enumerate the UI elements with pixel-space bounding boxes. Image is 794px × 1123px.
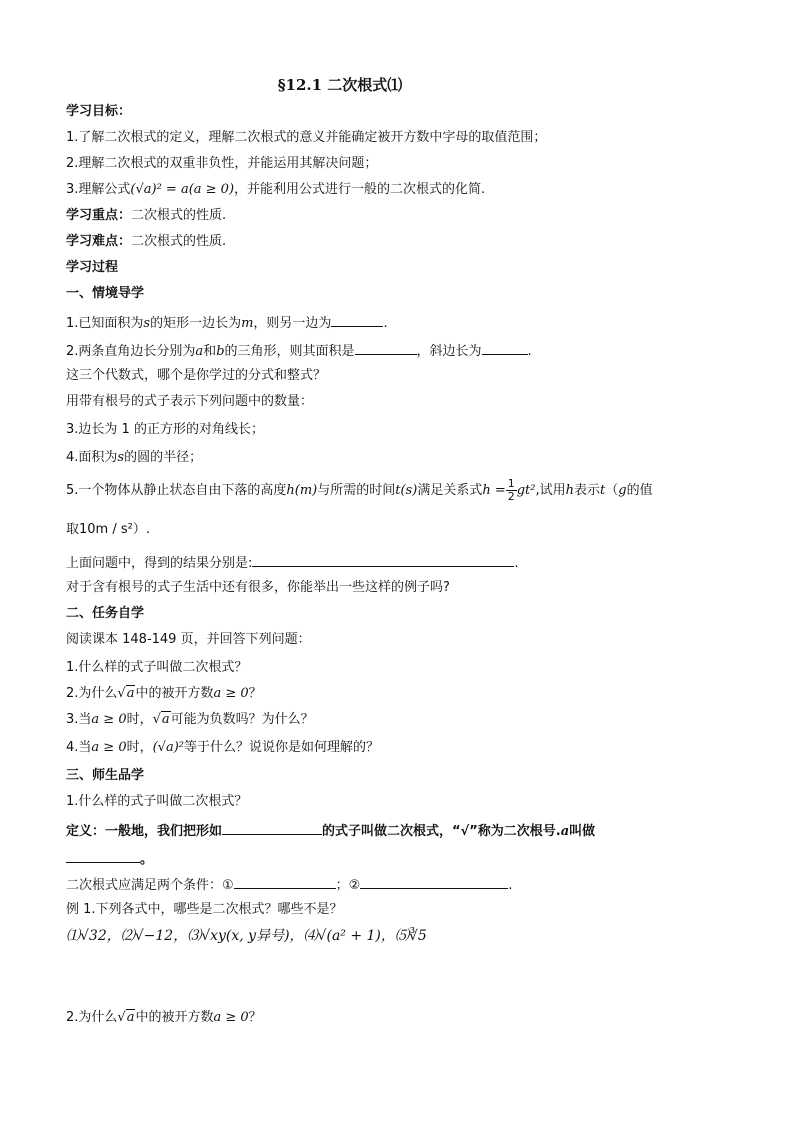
- section-2-heading: 二、任务自学: [66, 606, 145, 621]
- sqrt-expr: [126, 684, 136, 704]
- expression: (√a)²: [152, 740, 184, 755]
- formula-left: h =: [482, 483, 506, 498]
- text: 满足关系式: [417, 483, 483, 498]
- text: .: [383, 316, 388, 331]
- text: 4.面积为: [66, 450, 118, 465]
- var-a: a: [560, 824, 570, 839]
- text: 时，: [126, 712, 153, 727]
- s2-question-3: 3.当a ≥ 0时，√a可能为负数吗？为什么？: [66, 710, 314, 730]
- text: 定义：一般地，我们把形如: [66, 824, 223, 839]
- text: .: [508, 878, 513, 893]
- var-s: s: [117, 450, 125, 465]
- goal-1: 1.了解二次根式的定义，理解二次根式的意义并能确定被开方数中字母的取值范围；: [66, 130, 547, 145]
- text: .: [514, 556, 519, 571]
- s1-question-4: [66, 448, 202, 468]
- text: ？: [248, 1010, 262, 1025]
- var-s: s: [143, 316, 151, 331]
- section-3-heading: 三、师生品学: [66, 768, 145, 783]
- s1-line-3: 这三个代数式，哪个是你学过的分式和整式？: [66, 368, 327, 383]
- numerator: 1: [507, 477, 515, 490]
- radicand: a: [126, 686, 135, 701]
- text: 5.一个物体从静止状态自由下落的高度: [66, 483, 287, 498]
- text: 的三角形，则其面积是: [224, 344, 355, 359]
- var-m: m: [241, 316, 254, 331]
- formula-right: gt²: [516, 483, 536, 498]
- answer-blank[interactable]: [482, 340, 528, 355]
- conditions: [66, 874, 512, 896]
- text: 的圆的半径；: [124, 450, 203, 465]
- diff-text: 二次根式的性质.: [131, 234, 227, 249]
- page-title: §12.1 二次根式⑴: [277, 76, 403, 94]
- text: 上面问题中，得到的结果分别是:: [66, 556, 253, 571]
- section-1-heading: 一、情境导学: [66, 286, 145, 301]
- goal-3-text: 3.理解公式: [66, 182, 131, 197]
- text: 等于什么？说说你是如何理解的？: [184, 740, 380, 755]
- answer-blank[interactable]: [66, 848, 140, 863]
- s1-line-4: 用带有根号的式子表示下列问题中的数量：: [66, 394, 314, 409]
- difficulty: [66, 232, 226, 252]
- radicand: a: [161, 712, 170, 727]
- text: 1.已知面积为: [66, 316, 144, 331]
- diff-label: 学习难点：: [66, 234, 132, 249]
- var-a: a: [195, 344, 204, 359]
- condition: a ≥ 0: [91, 712, 127, 727]
- s1-question-2: [66, 340, 532, 362]
- text: ，斜边长为: [416, 344, 482, 359]
- s1-question-1: [66, 312, 388, 334]
- key-text: 二次根式的性质.: [131, 208, 227, 223]
- s3-question-2: 2.为什么√a中的被开方数a ≥ 0？: [66, 1008, 262, 1028]
- sqrt-expr: [161, 710, 171, 730]
- s1-life: 对于含有根号的式子生活中还有很多，你能举出一些这样的例子吗?: [66, 580, 450, 595]
- text: ,试用: [535, 483, 566, 498]
- sqrt-expr: [126, 1008, 136, 1028]
- answer-blank[interactable]: [234, 874, 336, 889]
- example-1: 例 1.下列各式中，哪些是二次根式？哪些不是？: [66, 902, 343, 917]
- text: 与所需的时间: [317, 483, 396, 498]
- s2-question-2: 2.为什么√a中的被开方数a ≥ 0？: [66, 684, 262, 704]
- var-h: h(m): [286, 483, 318, 498]
- var-h: h: [565, 483, 575, 498]
- text: 和: [203, 344, 217, 359]
- fraction: [506, 478, 517, 503]
- text: ，则另一边为: [253, 316, 332, 331]
- text: 表示: [574, 483, 601, 498]
- radicand: a: [126, 1010, 135, 1025]
- var-g: g: [618, 483, 627, 498]
- goal-3-text-end: ，并能利用公式进行一般的二次根式的化简.: [234, 182, 486, 197]
- key-point: [66, 206, 226, 226]
- text: 中的被开方数: [135, 686, 214, 701]
- s1-question-5-cont: 取10m / s²）.: [66, 522, 150, 537]
- goal-3: [66, 180, 485, 200]
- definition: [66, 820, 595, 842]
- example-1-items: ⑴√32，⑵√−12，⑶√xy(x, y异号)，⑷√(a² + 1)，⑸∛5: [66, 928, 427, 944]
- text: 2.为什么: [66, 686, 118, 701]
- answer-blank[interactable]: [355, 340, 417, 355]
- answer-blank[interactable]: [331, 312, 383, 327]
- text: 叫做: [569, 824, 596, 839]
- answer-blank[interactable]: [252, 552, 514, 567]
- text: 的式子叫做二次根式，“√”称为二次根号.: [322, 824, 561, 839]
- text: ？: [248, 686, 262, 701]
- goal-2: 2.理解二次根式的双重非负性，并能运用其解决问题；: [66, 156, 378, 171]
- denominator: 2: [507, 490, 515, 503]
- text: 中的被开方数: [135, 1010, 214, 1025]
- s2-question-4: [66, 738, 379, 758]
- key-label: 学习重点：: [66, 208, 132, 223]
- answer-blank[interactable]: [360, 874, 508, 889]
- goal-3-formula: (√a)² = a(a ≥ 0): [130, 182, 235, 197]
- text: 2.两条直角边长分别为: [66, 344, 196, 359]
- s2-read: 阅读课本 148-149 页，并回答下列问题：: [66, 632, 311, 647]
- text: （: [605, 483, 619, 498]
- text: 可能为负数吗？为什么？: [170, 712, 314, 727]
- text: 2.为什么: [66, 1010, 118, 1025]
- var-t: t(s): [395, 483, 418, 498]
- process-heading: 学习过程: [66, 260, 119, 275]
- condition: a ≥ 0: [213, 1010, 249, 1025]
- text: 时，: [126, 740, 153, 755]
- var-b: b: [216, 344, 225, 359]
- text: ；②: [335, 878, 361, 893]
- text: 。: [140, 852, 154, 867]
- var-t: t: [600, 483, 606, 498]
- answer-blank[interactable]: [222, 820, 322, 835]
- s1-result: [66, 552, 519, 574]
- text: 4.当: [66, 740, 92, 755]
- goals-heading: 学习目标：: [66, 104, 132, 119]
- text: .: [527, 344, 532, 359]
- condition: a ≥ 0: [213, 686, 249, 701]
- condition: a ≥ 0: [91, 740, 127, 755]
- text: 二次根式应满足两个条件：①: [66, 878, 234, 893]
- definition-cont: [66, 848, 153, 870]
- s1-question-5: [66, 478, 653, 504]
- s3-question-1: 1.什么样的式子叫做二次根式？: [66, 794, 248, 809]
- s2-question-1: 1.什么样的式子叫做二次根式？: [66, 660, 248, 675]
- text: 的矩形一边长为: [150, 316, 242, 331]
- text: 的值: [626, 483, 653, 498]
- text: 3.当: [66, 712, 92, 727]
- s1-question-3: 3.边长为 1 的正方形的对角线长；: [66, 422, 264, 437]
